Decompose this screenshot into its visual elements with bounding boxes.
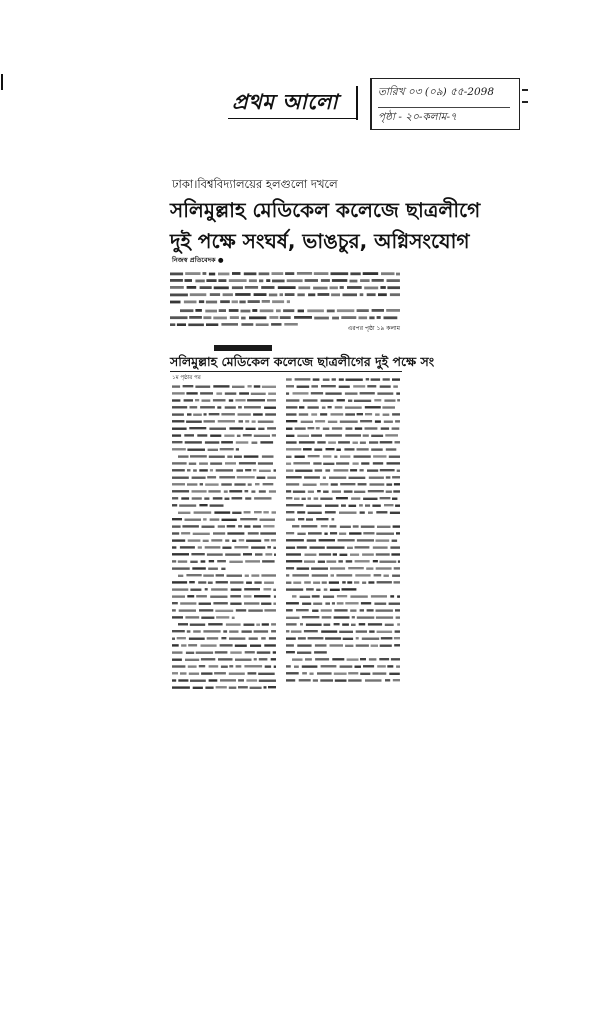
illegible-text-line [172,616,235,619]
illegible-text-line [286,420,400,423]
illegible-text-line [172,609,276,612]
illegible-text-line [172,602,276,605]
illegible-text-line [286,560,400,563]
illegible-text-line [172,560,275,563]
illegible-text-line [286,623,400,626]
illegible-text-line [286,462,400,465]
illegible-text-line [172,399,276,402]
illegible-text-line [286,413,400,416]
illegible-text-line [172,595,276,598]
illegible-text-line [286,455,400,458]
illegible-text-line [292,658,400,661]
illegible-text-line [178,511,276,514]
article-byline: নিজস্ব প্রতিবেদক ● [172,256,224,264]
illegible-text-line [170,279,400,282]
illegible-text-line [172,483,273,486]
illegible-text-line [172,525,275,528]
illegible-text-line [286,665,400,668]
illegible-text-line [286,399,400,402]
masthead-title: প্রথম আলো [228,86,356,119]
illegible-text-line [172,665,276,668]
continuation-from-page: ১ম পৃষ্ঠার পর [172,375,201,381]
illegible-text-line [170,316,397,319]
illegible-text-line [170,286,400,289]
illegible-text-line [172,462,273,465]
illegible-text-line [286,567,400,570]
illegible-text-line [286,497,397,500]
illegible-text-line [286,392,400,395]
illegible-text-line [286,602,400,605]
illegible-text-line [172,406,276,409]
illegible-text-line [286,427,399,430]
illegible-text-line [286,644,400,647]
illegible-text-line [286,532,400,535]
illegible-text-line [286,483,400,486]
illegible-text-line [286,637,400,640]
illegible-text-line [172,553,276,556]
illegible-text-line [286,574,400,577]
illegible-text-line [172,679,276,682]
stamp-tick-mark [522,89,528,91]
illegible-text-line [172,434,276,437]
illegible-text-line [172,658,276,661]
illegible-text-line [172,385,276,388]
illegible-text-line [172,644,276,647]
illegible-text-line [286,490,400,493]
illegible-text-line [172,448,239,451]
illegible-text-line [286,630,400,633]
illegible-text-line [172,420,274,423]
illegible-text-line [172,588,276,591]
illegible-text-line [172,427,276,430]
illegible-text-line [172,686,276,689]
illegible-text-line [286,518,334,521]
illegible-text-line [286,504,400,507]
illegible-text-line [286,553,400,556]
illegible-text-line [286,469,400,472]
article-jump-line: এরপর পৃষ্ঠা ১৯ কলাম [347,325,400,332]
article-headline-line-2: দুই পক্ষে সংঘর্ষ, ভাঙচুর, অগ্নিসংযোগ [170,229,470,253]
archive-stamp [370,78,520,130]
illegible-text-line [286,476,400,479]
illegible-text-line [172,518,275,521]
illegible-text-line [292,525,400,528]
illegible-text-line [172,490,276,493]
illegible-text-line [286,539,397,542]
article-headline-line-1: সলিমুল্লাহ মেডিকেল কলেজে ছাত্রলীগে [170,198,481,222]
illegible-text-line [172,672,275,675]
stamp-tick-mark [522,101,528,103]
illegible-text-line [286,378,400,381]
scan-edge-mark [1,74,3,90]
article-kicker: ঢাকা।বিশ্ববিদ্যালয়ের হলগুলো দখলে [172,177,338,191]
illegible-text-line [172,637,276,640]
illegible-text-line [178,574,276,577]
illegible-text-line [172,469,276,472]
illegible-text-line [286,616,400,619]
continuation-label-bar [214,345,272,351]
illegible-text-line [172,651,276,654]
illegible-text-line [292,595,400,598]
illegible-text-line [286,679,400,682]
illegible-text-line [286,609,400,612]
illegible-text-line [180,309,400,312]
illegible-text-line [170,300,290,303]
illegible-text-line [286,385,398,388]
illegible-text-line [286,651,327,654]
illegible-text-line [286,581,400,584]
illegible-text-line [170,272,400,275]
illegible-text-line [178,455,274,458]
illegible-text-line [286,441,400,444]
illegible-text-line [172,567,226,570]
continuation-headline: সলিমুল্লাহ মেডিকেল কলেজে ছাত্রলীগের দুই পক্ষে সং [170,352,402,372]
illegible-text-line [172,546,276,549]
illegible-text-line [172,532,276,535]
newspaper-masthead [228,86,358,120]
stamp-date: তারিখ ০৩ (০৯) ৫৫-2098 [378,86,494,98]
illegible-text-line [172,441,273,444]
illegible-text-line [286,672,400,675]
illegible-text-line [286,448,396,451]
illegible-text-line [286,546,400,549]
illegible-text-line [172,392,276,395]
illegible-text-line [172,476,276,479]
illegible-text-line [286,511,400,514]
illegible-text-line [172,539,276,542]
illegible-text-line [286,434,398,437]
illegible-text-line [170,293,400,296]
stamp-page-column: পৃষ্ঠা - ২০-কলাম-৭ [378,107,510,127]
illegible-text-line [172,581,274,584]
illegible-text-line [286,588,356,591]
illegible-text-line [286,406,395,409]
illegible-text-line [170,323,298,326]
illegible-text-line [172,504,224,507]
illegible-text-line [172,497,272,500]
illegible-text-line [172,630,276,633]
illegible-text-line [178,623,276,626]
illegible-text-line [172,413,276,416]
